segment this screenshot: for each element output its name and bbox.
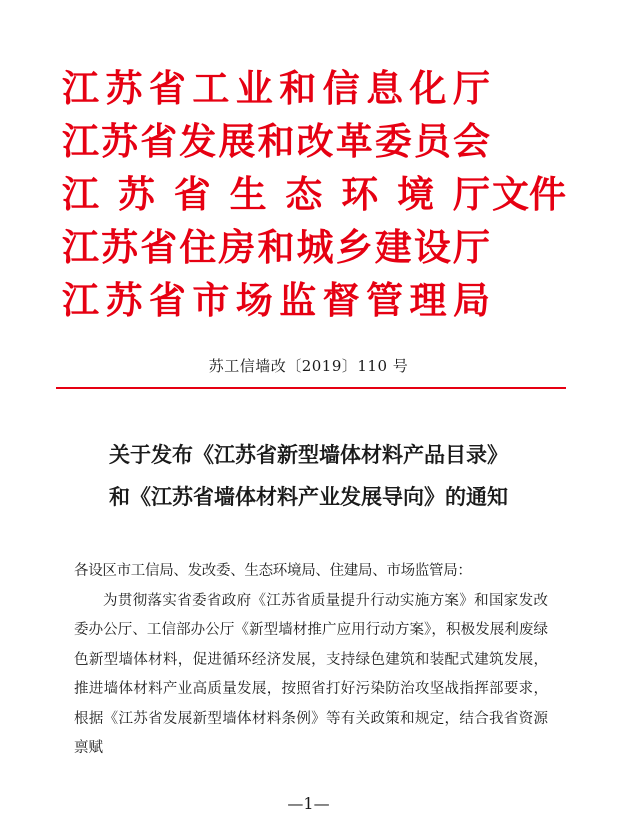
issuer-line [62,66,582,110]
document-title-line: 和《江苏省墙体材料产业发展导向》的通知 [109,484,508,509]
issuer-name: 江苏省发展和改革委员会 [62,119,490,163]
salutation: 各设区市工信局、发改委、生态环境局、住建局、市场监管局： [74,563,472,579]
page-number: —1— [287,794,330,813]
issuing-agencies-header [62,66,582,331]
issuer-line [62,119,582,163]
issuer-name: 江苏省住房和城乡建设厅 [62,225,490,269]
issuer-line [62,278,582,322]
body-paragraph: 为贯彻落实省委省政府《江苏省质量提升行动实施方案》和国家发改委办公厅、工信部办公厅《新型墙材推广应用行动方案》，积极发展利废绿色新型墙体材料，促进循环经济发展，支持绿色建筑和装配式建筑发展，推进墙体材料产业高质量发展，按照省打好污染防治攻坚战指挥部要求，根据《江苏省发展新型墙体材料条例》等有关政策和规定，结合我省资源禀赋 [74,592,548,756]
issuer-name: 江苏省工业和信息化厅 [62,66,490,110]
issuer-line [62,172,582,216]
issuer-line [62,225,582,269]
document-type-label: 文件 [492,172,566,216]
document-number: 苏工信墙改〔2019〕110 号 [208,357,409,375]
issuer-name: 江苏省生态环境厅 [62,172,490,216]
issuer-name: 江苏省市场监督管理局 [62,278,490,322]
red-divider-line [56,387,566,389]
document-body [74,557,548,764]
document-title [40,434,577,518]
document-title-line: 关于发布《江苏省新型墙体材料产品目录》 [109,442,508,467]
